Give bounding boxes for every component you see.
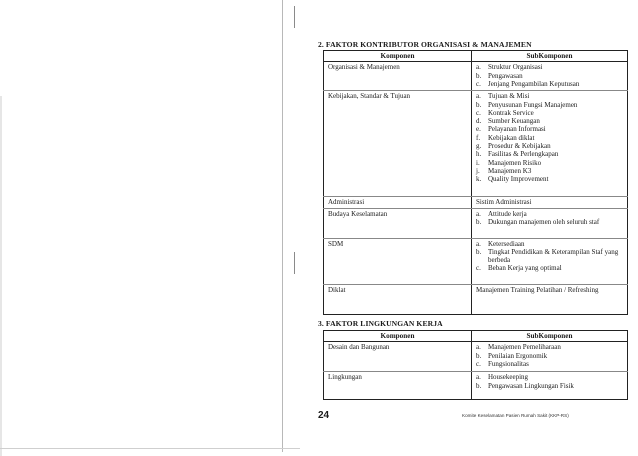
subkomponen-cell (472, 372, 628, 400)
subkomponen-list (476, 343, 623, 368)
section-3-title: 3. FAKTOR LINGKUNGAN KERJA (318, 319, 443, 328)
page-fold-line (282, 0, 283, 452)
list-item-text: Attitude kerja (488, 209, 527, 218)
list-item-text: Pelayanan Informasi (488, 125, 546, 134)
komponen-cell: Administrasi (324, 197, 472, 208)
list-item-text: Kebijakan diklat (488, 133, 535, 142)
list-item (476, 360, 623, 368)
section-3-table (323, 330, 628, 400)
table-row (324, 208, 628, 238)
list-marker: b. (476, 217, 482, 226)
column-header-subkomponen: SubKomponen (472, 331, 628, 342)
list-item-text: Prosedur & Kebijakan (488, 142, 551, 151)
list-item-text: Struktur Organisasi (488, 63, 543, 72)
section-2-table (323, 50, 628, 315)
list-item (476, 159, 623, 167)
list-item-text: Dukungan manajemen oleh seluruh staf (488, 217, 600, 226)
column-header-komponen: Komponen (324, 51, 472, 62)
list-item-text: Tingkat Pendidikan & Keterampilan Staf yang berbeda (488, 247, 619, 265)
komponen-cell: Budaya Keselamatan (324, 208, 472, 238)
list-item (476, 343, 623, 351)
list-marker: c. (476, 79, 481, 88)
subkomponen-list (476, 63, 623, 88)
list-item (476, 240, 623, 248)
list-marker: i. (476, 158, 480, 167)
list-marker: e. (476, 125, 481, 134)
subkomponen-cell (472, 238, 628, 284)
section-2-title: 2. FAKTOR KONTRIBUTOR ORGANISASI & MANAJEMEN (318, 40, 532, 49)
list-item (476, 382, 623, 390)
list-item (476, 142, 623, 150)
list-marker: d. (476, 117, 482, 126)
footer-text: Komite Keselamatan Pasien Rumah Sakit (KKP-RS) (462, 413, 569, 418)
list-marker: a. (476, 343, 481, 352)
list-item-text: Sumber Keuangan (488, 117, 540, 126)
table-row (324, 91, 628, 197)
subkomponen-list (476, 210, 623, 227)
list-marker: a. (476, 209, 481, 218)
subkomponen-list (476, 240, 623, 273)
list-item (476, 117, 623, 125)
table-row (324, 342, 628, 372)
list-item (476, 125, 623, 133)
list-marker: c. (476, 264, 481, 273)
list-item-text: Fasilitas & Perlengkapan (488, 150, 559, 159)
list-marker: b. (476, 381, 482, 390)
subkomponen-cell: Sistim Administrasi (472, 197, 628, 208)
subkomponen-list (476, 373, 623, 390)
subkomponen-cell: Manajemen Training Pelatihan / Refreshing (472, 284, 628, 314)
list-item-text: Penilaian Ergonomik (488, 351, 548, 360)
list-item (476, 264, 623, 272)
list-item (476, 167, 623, 175)
list-item (476, 373, 623, 381)
list-item-text: Manajemen Pemeliharaan (488, 343, 561, 352)
komponen-cell: Desain dan Bangunan (324, 342, 472, 372)
column-header-subkomponen: SubKomponen (472, 51, 628, 62)
list-item-text: Tujuan & Misi (488, 92, 530, 101)
list-item (476, 218, 623, 226)
komponen-cell: Diklat (324, 284, 472, 314)
column-header-komponen: Komponen (324, 331, 472, 342)
list-item-text: Pengawasan (488, 71, 523, 80)
subkomponen-cell (472, 62, 628, 91)
table-row (324, 62, 628, 91)
list-item (476, 101, 623, 109)
list-item-text: Beban Kerja yang optimal (488, 264, 562, 273)
table-row (324, 238, 628, 284)
page-number: 24 (318, 410, 330, 421)
list-item (476, 150, 623, 158)
list-item (476, 109, 623, 117)
list-item (476, 210, 623, 218)
list-marker: j. (476, 166, 480, 175)
page-fold-mark (294, 6, 295, 28)
list-item (476, 63, 623, 71)
subkomponen-cell (472, 208, 628, 238)
list-item (476, 92, 623, 100)
left-page-scan-edge (0, 96, 2, 456)
list-item-text: Fungsionalitas (488, 359, 529, 368)
list-marker: h. (476, 150, 482, 159)
list-item (476, 134, 623, 142)
komponen-cell: Kebijakan, Standar & Tujuan (324, 91, 472, 197)
left-page-bottom-edge (0, 448, 300, 449)
list-marker: g. (476, 142, 482, 151)
list-item (476, 352, 623, 360)
komponen-cell: Lingkungan (324, 372, 472, 400)
list-item-text: Pengawasan Lingkungan Fisik (488, 381, 574, 390)
list-item-text: Kontrak Service (488, 108, 534, 117)
komponen-cell: Organisasi & Manajemen (324, 62, 472, 91)
page-fold-mark (294, 252, 295, 274)
list-marker: b. (476, 71, 482, 80)
list-item-text: Penyusunan Fungsi Manajemen (488, 100, 578, 109)
list-marker: a. (476, 239, 481, 248)
list-item-text: Quality Improvement (488, 175, 549, 184)
list-marker: c. (476, 359, 481, 368)
list-item (476, 175, 623, 183)
subkomponen-cell (472, 91, 628, 197)
list-marker: k. (476, 175, 482, 184)
list-item-text: Manajemen K3 (488, 166, 532, 175)
subkomponen-list (476, 92, 623, 183)
list-marker: a. (476, 92, 481, 101)
list-item (476, 72, 623, 80)
list-item (476, 248, 623, 265)
list-item-text: Jenjang Pengambilan Keputusan (488, 79, 580, 88)
table-row (324, 284, 628, 314)
list-marker: c. (476, 108, 481, 117)
list-marker: b. (476, 351, 482, 360)
komponen-cell: SDM (324, 238, 472, 284)
list-item-text: Ketersediaan (488, 239, 525, 248)
list-item (476, 80, 623, 88)
list-item-text: Housekeeping (488, 373, 529, 382)
list-marker: a. (476, 63, 481, 72)
subkomponen-cell (472, 342, 628, 372)
table-row (324, 197, 628, 208)
list-item-text: Manajemen Risiko (488, 158, 542, 167)
list-marker: a. (476, 373, 481, 382)
list-marker: f. (476, 133, 481, 142)
list-marker: b. (476, 100, 482, 109)
table-row (324, 372, 628, 400)
list-marker: b. (476, 247, 482, 256)
